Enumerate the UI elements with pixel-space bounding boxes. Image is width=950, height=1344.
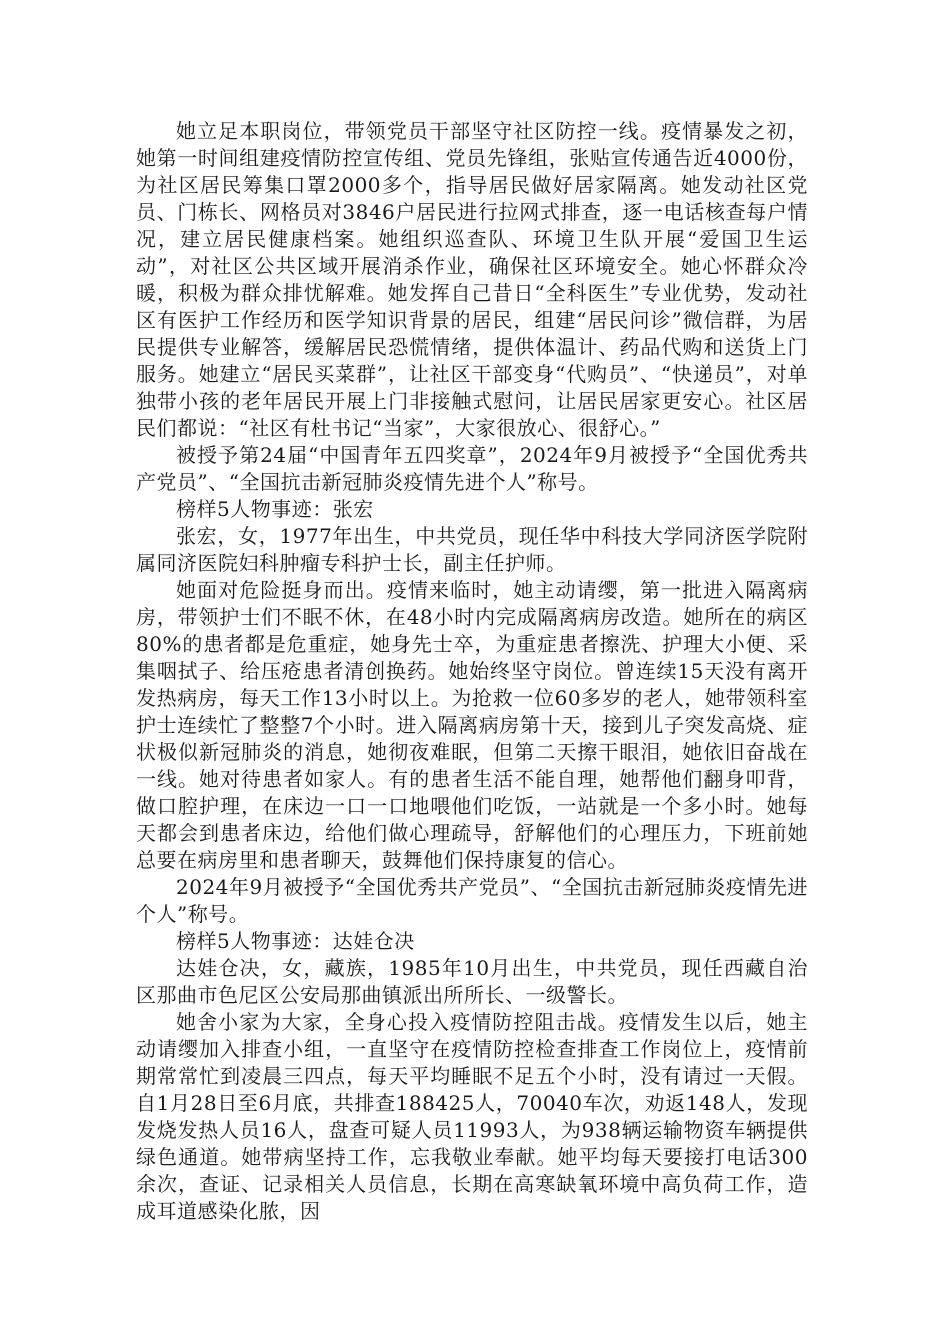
- section-heading-zhang-hong: 榜样5人物事迹：张宏: [176, 497, 374, 521]
- paragraph-award-2: 2024年9月被授予“全国优秀共产党员”、“全国抗击新冠肺炎疫情先进个人”称号。: [136, 875, 808, 926]
- document-body: [136, 118, 808, 1225]
- paragraph-award-1: 被授予第24届“中国青年五四奖章”，2024年9月被授予“全国优秀共产党员”、“全国抗击新冠肺炎疫情先进个人”称号。: [136, 443, 808, 494]
- paragraph-dawa-cangjue-deeds: 她舍小家为大家，全身心投入疫情防控阻击战。疫情发生以后，她主动请缨加入排查小组，一直坚守在疫情防控检查排查工作岗位上，疫情前期常常忙到凌晨三四点，每天平均睡眠不足五个小时，没有请过一天假。自1月28日至6月底，共排查188425人，70040车次，劝返148人，发现发烧发热人员16人，盘查可疑人员11993人，为938辆运输物资车辆提供绿色通道。她带病坚持工作，忘我敬业奉献。她平均每天要接打电话300余次，查证、记录相关人员信息，长期在高寒缺氧环境中高负荷工作，造成耳道感染化脓，因: [136, 1010, 808, 1223]
- paragraph-dawa-cangjue-bio: 达娃仓决，女，藏族，1985年10月出生，中共党员，现任西藏自治区那曲市色尼区公安局那曲镇派出所所长、一级警长。: [136, 956, 808, 1007]
- paragraph-zhang-hong-deeds: 她面对危险挺身而出。疫情来临时，她主动请缨，第一批进入隔离病房，带领护士们不眠不休，在48小时内完成隔离病房改造。她所在的病区80%的患者都是危重症，她身先士卒，为重症患者擦洗、护理大小便、采集咽拭子、给压疮患者清创换药。她始终坚守岗位。曾连续15天没有离开发热病房，每天工作13小时以上。为抢救一位60多岁的老人，她带领科室护士连续忙了整整7个小时。进入隔离病房第十天，接到儿子突发高烧、症状极似新冠肺炎的消息，她彻夜难眠，但第二天擦干眼泪，她依旧奋战在一线。她对待患者如家人。有的患者生活不能自理，她帮他们翻身叩背，做口腔护理，在床边一口一口地喂他们吃饭，一站就是一个多小时。她每天都会到患者床边，给他们做心理疏导，舒解他们的心理压力，下班前她总要在病房里和患者聊天，鼓舞他们保持康复的信心。: [136, 578, 808, 872]
- section-heading-dawa-cangjue: 榜样5人物事迹：达娃仓决: [176, 929, 415, 953]
- paragraph-community-defense: 她立足本职岗位，带领党员干部坚守社区防控一线。疫情暴发之初，她第一时间组建疫情防控宣传组、党员先锋组，张贴宣传通告近4000份，为社区居民筹集口罩2000多个，指导居民做好居家隔离。她发动社区党员、门栋长、网格员对3846户居民进行拉网式排查，逐一电话核查每户情况，建立居民健康档案。她组织巡查队、环境卫生队开展“爱国卫生运动”，对社区公共区域开展消杀作业，确保社区环境安全。她心怀群众冷暖，积极为群众排忧解难。她发挥自己昔日“全科医生”专业优势，发动社区有医护工作经历和医学知识背景的居民，组建“居民问诊”微信群，为居民提供专业解答，缓解居民恐慌情绪，提供体温计、药品代购和送货上门服务。她建立“居民买菜群”，让社区干部变身“代购员”、“快递员”，对单独带小孩的老年居民开展上门非接触式慰问，让居民居家更安心。社区居民们都说：“社区有杜书记“当家”，大家很放心、很舒心。”: [136, 119, 808, 440]
- paragraph-zhang-hong-bio: 张宏，女，1977年出生，中共党员，现任华中科技大学同济医学院附属同济医院妇科肿瘤专科护士长，副主任护师。: [136, 524, 808, 575]
